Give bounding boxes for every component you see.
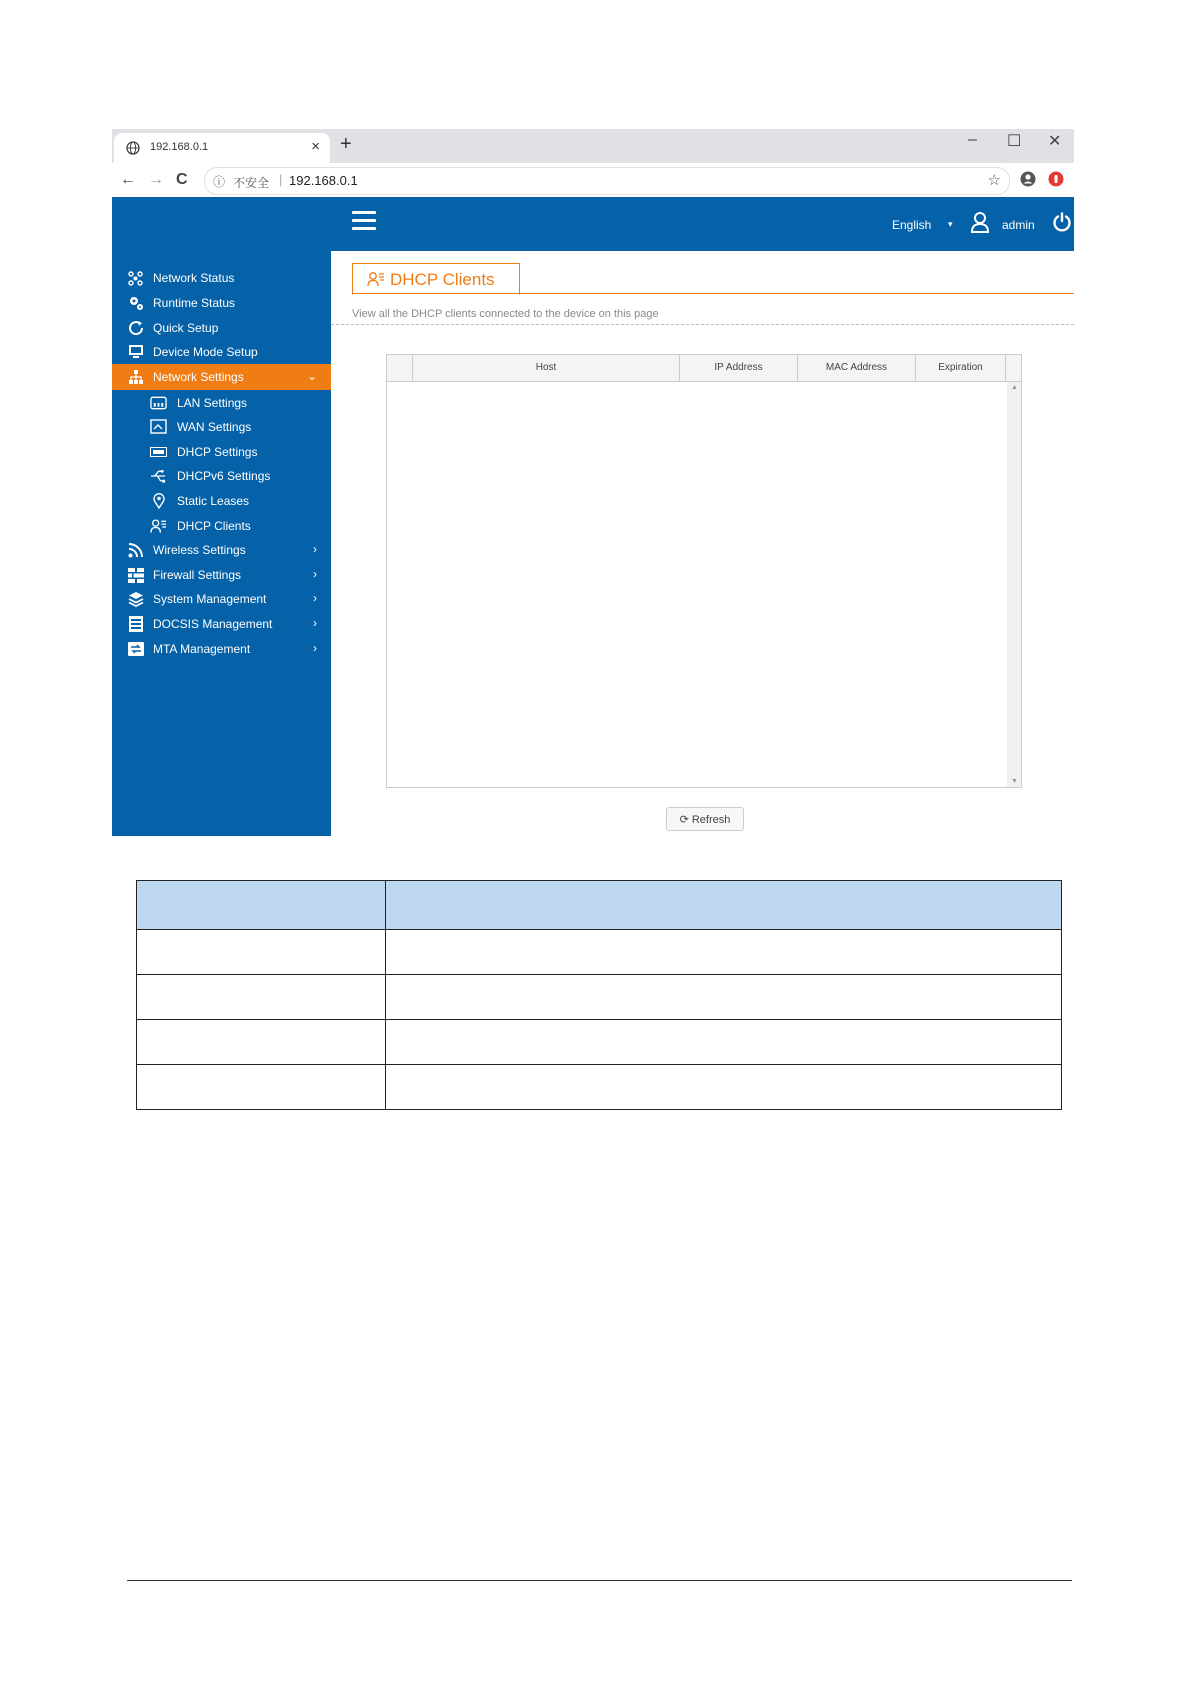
table-cell [137,975,386,1020]
sidebar-item-wireless-settings[interactable] [112,537,331,563]
sidebar-item-label: Firewall Settings [153,568,242,582]
sidebar-item-label: Static Leases [177,494,250,508]
close-window-button[interactable]: ✕ [1048,133,1062,150]
power-icon[interactable] [1052,212,1072,232]
column-header-expiration[interactable]: Expiration [916,355,1006,381]
user-icon[interactable] [970,211,990,233]
menu-icon[interactable] [352,211,376,231]
app-topbar [112,197,1074,251]
table-cell [386,1020,1062,1065]
sidebar-item-device-mode-setup[interactable] [112,339,331,365]
address-bar [112,163,1074,197]
sidebar-item-label: LAN Settings [177,396,248,410]
tab-title: 192.168.0.1 [150,141,209,153]
usb-icon [150,468,167,484]
table-cell [137,1065,386,1110]
sidebar-item-network-status[interactable] [112,265,331,291]
wan-icon [150,419,167,435]
table-cell [386,975,1062,1020]
sidebar-item-label: Device Mode Setup [153,345,258,359]
table-row [137,975,1062,1020]
users-list-icon [367,271,385,287]
browser-tab-strip [112,129,1074,163]
column-header-index[interactable] [387,355,413,381]
wifi-icon [127,542,144,558]
router-web-app [112,197,1074,836]
page-title: DHCP Clients [390,270,495,289]
back-arrow-icon[interactable]: ← [120,171,136,188]
layers-icon [127,591,144,607]
url-text[interactable]: 192.168.0.1 [289,173,358,188]
browser-tab[interactable] [114,133,330,163]
browser-window [112,129,1074,836]
network-status-icon [127,270,144,286]
sitemap-icon [127,369,144,385]
sidebar-item-label: System Management [153,592,267,606]
firewall-icon [127,567,144,583]
dhcp-clients-table [386,354,1022,788]
account-icon[interactable] [1020,171,1036,187]
table-cell [137,1020,386,1065]
language-select[interactable]: English [892,218,932,232]
sidebar-item-quick-setup[interactable] [112,315,331,341]
caret-down-icon[interactable]: ▾ [948,219,953,229]
map-pin-icon [150,493,167,509]
sidebar-item-label: DOCSIS Management [153,617,273,631]
table-cell [137,930,386,975]
refresh-circle-icon [127,320,144,336]
chevron-right-icon: › [313,591,317,605]
docsis-icon [127,616,144,632]
tab-dhcp-clients[interactable] [352,263,520,295]
refresh-button[interactable]: ⟳ Refresh [666,807,744,831]
tab-underline [352,293,1074,294]
forward-arrow-icon[interactable]: → [148,171,164,188]
sidebar-nav [112,251,331,836]
column-header-ip-address[interactable]: IP Address [680,355,798,381]
lan-icon [150,395,167,411]
sidebar-item-label: Network Settings [153,370,244,384]
table-cell [386,930,1062,975]
users-list-icon [150,518,167,534]
sidebar-item-lan-settings[interactable] [112,390,331,416]
sidebar-item-system-management[interactable] [112,586,331,612]
chevron-down-icon: ⌄ [306,369,317,383]
maximize-button[interactable]: ☐ [1007,133,1022,150]
scroll-down-arrow-icon[interactable]: ▼ [1011,778,1018,785]
monitor-icon [127,344,144,360]
chevron-right-icon: › [313,542,317,556]
table-cell [386,1065,1062,1110]
table-header-row [137,881,1062,930]
minimize-button[interactable]: – [968,131,977,148]
table-header [387,355,1021,382]
reload-icon[interactable]: C [176,171,188,188]
sidebar-item-runtime-status[interactable] [112,290,331,316]
table-row [137,930,1062,975]
chevron-right-icon: › [313,641,317,655]
extension-icon[interactable] [1048,171,1064,187]
gears-icon [127,295,144,311]
sidebar-item-label: Runtime Status [153,296,236,310]
username-label[interactable]: admin [1002,218,1035,232]
sidebar-item-label: DHCP Clients [177,519,251,533]
sidebar-item-label: DHCP Settings [177,445,258,459]
table-cell [137,881,386,930]
document-table [136,880,1062,1110]
table-row [137,1020,1062,1065]
table-scrollbar[interactable] [1007,382,1021,787]
bookmark-star-icon[interactable]: ☆ [987,172,1001,189]
sidebar-item-firewall-settings[interactable] [112,562,331,588]
scroll-up-arrow-icon[interactable]: ▲ [1011,384,1018,391]
sidebar-item-dhcp-settings[interactable] [112,439,331,465]
sidebar-item-label: Wireless Settings [153,543,246,557]
table-row [137,1065,1062,1110]
sidebar-item-dhcpv6-settings[interactable] [112,463,331,489]
globe-icon [126,141,140,155]
sidebar-item-mta-management[interactable] [112,636,331,662]
url-omnibox[interactable] [204,167,1010,195]
sidebar-item-static-leases[interactable] [112,488,331,514]
dhcp-icon [150,444,167,460]
info-icon[interactable]: ⓘ [213,175,226,189]
sidebar-item-label: DHCPv6 Settings [177,469,271,483]
sidebar-item-wan-settings[interactable] [112,414,331,440]
sidebar-item-docsis-management[interactable] [112,611,331,637]
mta-icon [127,641,144,657]
sidebar-item-label: MTA Management [153,642,251,656]
footer-divider [127,1580,1072,1581]
page-description: View all the DHCP clients connected to the device on this page [352,308,659,320]
table-cell [386,881,1062,930]
column-header-mac-address[interactable]: MAC Address [798,355,916,381]
column-header-host[interactable]: Host [413,355,680,381]
sidebar-item-label: Network Status [153,271,235,285]
sidebar-item-network-settings[interactable] [112,364,331,390]
sidebar-item-label: WAN Settings [177,420,252,434]
chevron-right-icon: › [313,567,317,581]
url-separator: | [279,172,283,187]
main-content [331,251,1074,836]
sidebar-item-dhcp-clients[interactable] [112,513,331,539]
security-label: 不安全 [233,176,270,190]
new-tab-button[interactable]: + [340,133,352,155]
dashed-divider [331,324,1074,325]
sidebar-item-label: Quick Setup [153,321,219,335]
chevron-right-icon: › [313,616,317,630]
tab-close-icon[interactable]: × [311,138,320,155]
